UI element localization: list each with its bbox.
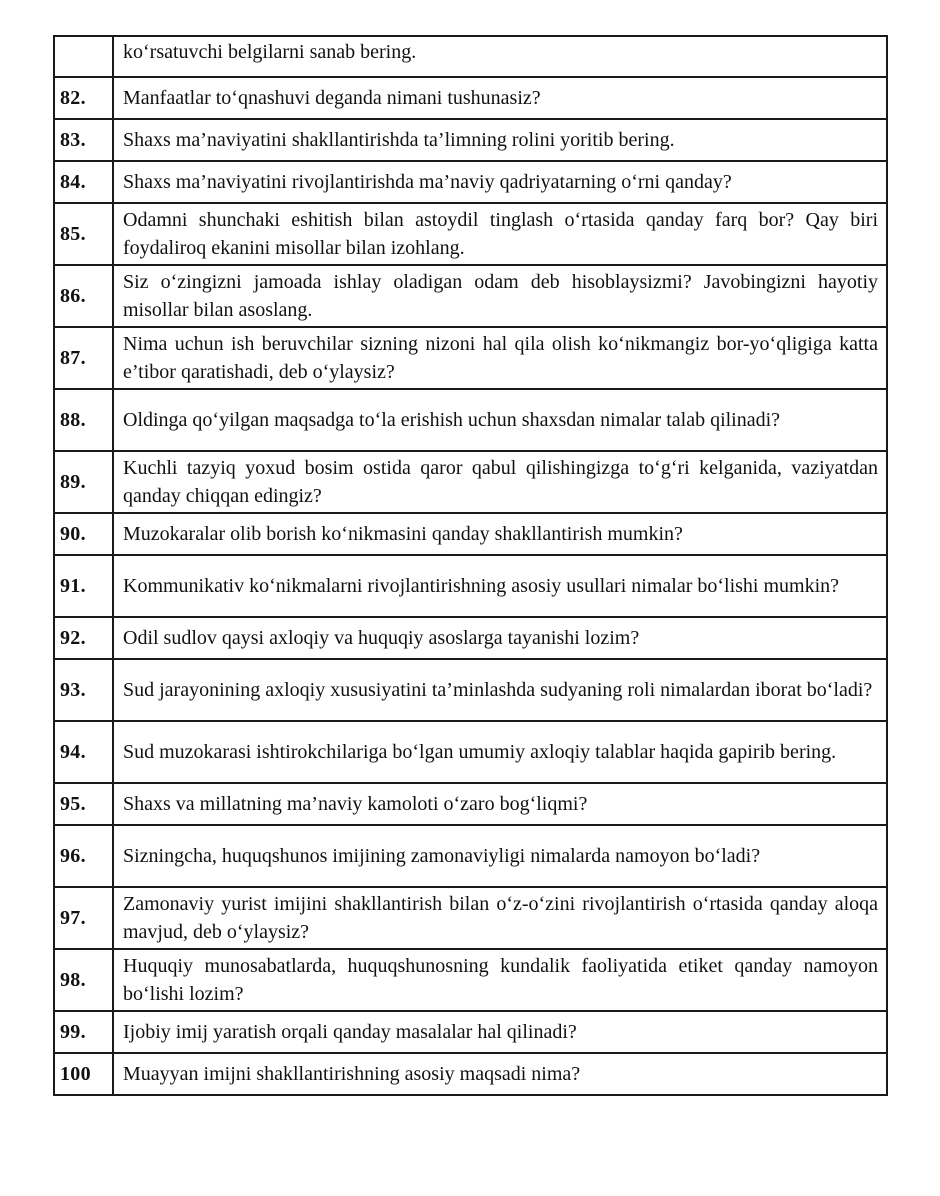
question-text: Manfaatlar to‘qnashuvi deganda nimani tushunasiz?: [113, 77, 887, 119]
question-text: Kommunikativ ko‘nikmalarni rivojlantirishning asosiy usullari nimalar bo‘lishi mumkin?: [113, 555, 887, 617]
table-row: [54, 203, 887, 265]
question-text: Odamni shunchaki eshitish bilan astoydil tinglash o‘rtasida qanday farq bor? Qay biri foydaliroq ekanini misollar bilan izohlang.: [113, 203, 887, 265]
table-row: [54, 36, 887, 77]
question-text: Sud jarayonining axloqiy xususiyatini ta’minlashda sudyaning roli nimalardan iborat bo‘ladi?: [113, 659, 887, 721]
question-text: Siz o‘zingizni jamoada ishlay oladigan odam deb hisoblaysizmi? Javobingizni hayotiy misollar bilan asoslang.: [113, 265, 887, 327]
table-row: [54, 555, 887, 617]
table-row: [54, 721, 887, 783]
question-text: Sizningcha, huquqshunos imijining zamonaviyligi nimalarda namoyon bo‘ladi?: [113, 825, 887, 887]
table-row: [54, 1053, 887, 1095]
question-number: 97.: [54, 887, 113, 949]
table-row: [54, 389, 887, 451]
question-number: 93.: [54, 659, 113, 721]
question-text: Muzokaralar olib borish ko‘nikmasini qanday shakllantirish mumkin?: [113, 513, 887, 555]
question-number: 98.: [54, 949, 113, 1011]
table-row: [54, 887, 887, 949]
question-text: Oldinga qo‘yilgan maqsadga to‘la erishish uchun shaxsdan nimalar talab qilinadi?: [113, 389, 887, 451]
table-row: [54, 119, 887, 161]
question-text: Sud muzokarasi ishtirokchilariga bo‘lgan umumiy axloqiy talablar haqida gapirib bering.: [113, 721, 887, 783]
table-row: [54, 451, 887, 513]
table-row: [54, 825, 887, 887]
question-number: 99.: [54, 1011, 113, 1053]
question-number: 85.: [54, 203, 113, 265]
question-number: 91.: [54, 555, 113, 617]
question-number: 92.: [54, 617, 113, 659]
question-number: 96.: [54, 825, 113, 887]
question-number: 86.: [54, 265, 113, 327]
question-text: Shaxs ma’naviyatini rivojlantirishda ma’naviy qadriyatarning o‘rni qanday?: [113, 161, 887, 203]
table-row: [54, 77, 887, 119]
question-text: Shaxs ma’naviyatini shakllantirishda ta’limning rolini yoritib bering.: [113, 119, 887, 161]
question-number: 83.: [54, 119, 113, 161]
question-number: 94.: [54, 721, 113, 783]
table-row: [54, 161, 887, 203]
question-text: Shaxs va millatning ma’naviy kamoloti o‘zaro bog‘liqmi?: [113, 783, 887, 825]
table-row: [54, 659, 887, 721]
question-text: Kuchli tazyiq yoxud bosim ostida qaror qabul qilishingizga to‘g‘ri kelganida, vaziyatdan qanday chiqqan edingiz?: [113, 451, 887, 513]
table-row: [54, 1011, 887, 1053]
table-row: [54, 513, 887, 555]
question-text: Ijobiy imij yaratish orqali qanday masalalar hal qilinadi?: [113, 1011, 887, 1053]
questions-table: [53, 35, 888, 1096]
question-text: Zamonaviy yurist imijini shakllantirish bilan o‘z-o‘zini rivojlantirish o‘rtasida qanday aloqa mavjud, deb o‘ylaysiz?: [113, 887, 887, 949]
question-text: Odil sudlov qaysi axloqiy va huquqiy asoslarga tayanishi lozim?: [113, 617, 887, 659]
table-row: [54, 617, 887, 659]
question-text: Nima uchun ish beruvchilar sizning nizoni hal qila olish ko‘nikmangiz bor-yo‘qligiga katta e’tibor qaratishadi, deb o‘ylaysiz?: [113, 327, 887, 389]
question-number: 100: [54, 1053, 113, 1095]
question-text: ko‘rsatuvchi belgilarni sanab bering.: [113, 36, 887, 77]
table-row: [54, 327, 887, 389]
question-number: 88.: [54, 389, 113, 451]
table-row: [54, 265, 887, 327]
question-number: 95.: [54, 783, 113, 825]
question-number: 82.: [54, 77, 113, 119]
question-number: [54, 36, 113, 77]
question-number: 84.: [54, 161, 113, 203]
question-text: Muayyan imijni shakllantirishning asosiy maqsadi nima?: [113, 1053, 887, 1095]
question-text: Huquqiy munosabatlarda, huquqshunosning kundalik faoliyatida etiket qanday namoyon bo‘lishi lozim?: [113, 949, 887, 1011]
question-number: 87.: [54, 327, 113, 389]
question-number: 89.: [54, 451, 113, 513]
question-number: 90.: [54, 513, 113, 555]
table-row: [54, 949, 887, 1011]
table-row: [54, 783, 887, 825]
